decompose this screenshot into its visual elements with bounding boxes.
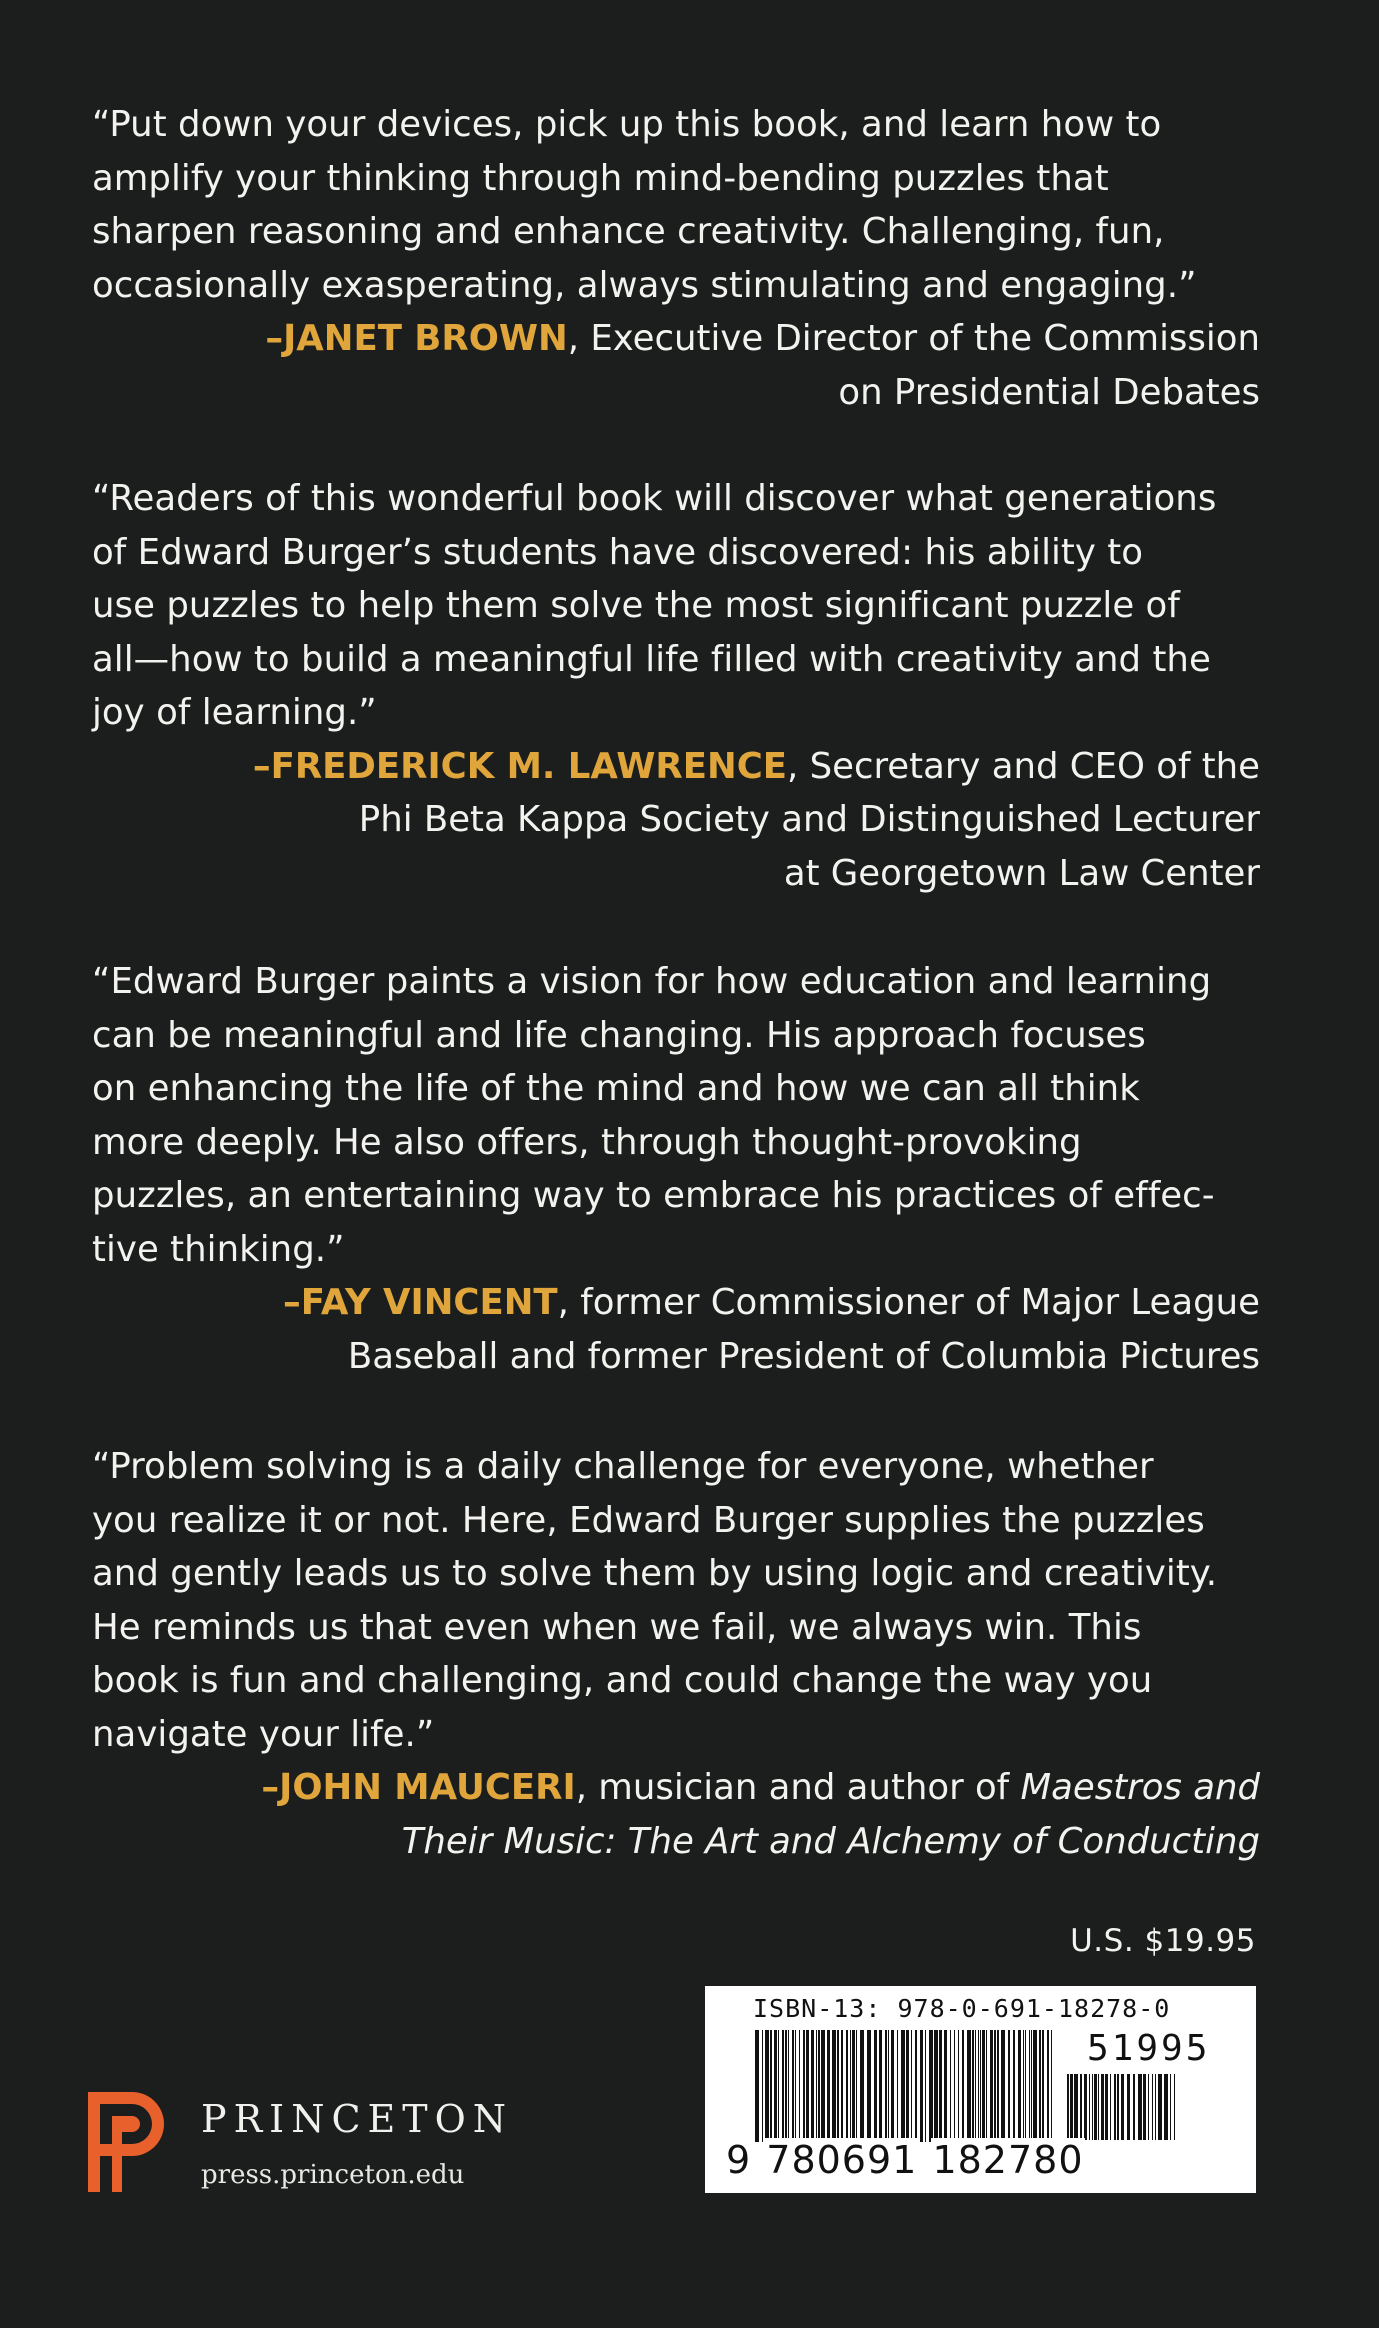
barcode-bar [856,2030,857,2142]
barcode-bar [841,2030,843,2142]
attribution [92,312,1260,419]
quote-line: “Readers of this wonderful book will discover what generations [92,478,1217,519]
quote-line: of Edward Burger’s students have discovered: his ability to [92,531,1144,573]
quote-text [92,98,1260,312]
quote-line: He reminds us that even when we fail, we always win. This [92,1606,1142,1648]
endorser-name: JANET BROWN [283,318,568,359]
barcode-bar [1117,2074,1119,2140]
publisher-url[interactable]: press.princeton.edu [201,2160,465,2190]
barcode-bar [1089,2074,1090,2140]
quote-line: puzzles, an entertaining way to embrace his practices of effec- [92,1175,1215,1216]
barcode-bar [803,2030,805,2142]
quote-line: use puzzles to help them solve the most significant puzzle of [92,585,1180,626]
barcode-bar [997,2030,999,2142]
barcode-bar [765,2030,769,2142]
quote-line: can be meaningful and life changing. His approach focuses [92,1014,1146,1056]
barcode-bar [920,2030,923,2142]
barcode-bar [1098,2074,1099,2140]
endorser-name: FREDERICK M. LAWRENCE [270,745,788,787]
quote-line: tive thinking.” [92,1228,345,1270]
endorser-title: , Secretary and CEO of the [787,745,1260,787]
quote-line: on enhancing the life of the mind and how we can all think [92,1068,1140,1109]
barcode-bar [934,2030,938,2142]
barcode-bar [1067,2074,1069,2140]
book-title: Their Music: The Art and Alchemy of Conducting [401,1820,1260,1862]
barcode-digit-group: 9 [726,2138,752,2182]
publisher-name: PRINCETON [201,2097,514,2141]
barcode-bar [799,2030,800,2142]
quote-line: “Problem solving is a daily challenge for everyone, whether [92,1446,1154,1487]
barcode-bar [788,2030,789,2142]
endorsements [92,98,1260,1868]
quote-line: navigate your life.” [92,1713,435,1755]
barcode-bar [795,2030,796,2142]
endorsement-janet-brown [92,98,1260,472]
barcode-bar [1133,2074,1135,2140]
barcode-bar [755,2030,759,2142]
barcode-bar [762,2030,763,2142]
barcode-bar [1138,2074,1142,2140]
barcode-bar [1084,2074,1087,2140]
barcode-bars-addon [1067,2074,1177,2140]
endorsement-john-mauceri [92,1440,1260,1868]
barcode-bar [860,2030,864,2142]
barcode-bar [1092,2074,1093,2140]
attribution-line: Phi Beta Kappa Society and Distinguished Lecturer [358,799,1260,840]
barcode-bar [929,2030,933,2142]
barcode-bar [1174,2074,1175,2140]
quote-line: “Put down your devices, pick up this book, and learn how to [92,104,1162,145]
endorser-title: , Executive Director of the Commission [567,318,1260,359]
quote-text [92,955,1260,1276]
barcode-bar [1018,2030,1021,2142]
barcode-bar [806,2030,809,2142]
barcode-addon-digits: 51995 [1087,2028,1211,2069]
barcode-bar [774,2030,777,2142]
book-title: Maestros and [1020,1767,1260,1808]
barcode-bar [1051,2030,1052,2142]
barcode-bar [770,2030,772,2142]
barcode-bar [1101,2074,1104,2140]
quote-line: sharpen reasoning and enhance creativity. Challenging, fun, [92,211,1165,252]
attribution-line [92,740,1260,794]
barcode-bar [1143,2074,1146,2140]
barcode-bar [1023,2030,1024,2142]
barcode-bar [885,2030,887,2142]
barcode-bar [978,2030,979,2142]
barcode-bar [958,2030,959,2142]
quote-line: and gently leads us to solve them by using logic and creativity. [92,1553,1218,1594]
quote-line: joy of learning.” [92,692,377,733]
barcode-bar [811,2030,814,2142]
attribution-dash: – [261,1767,280,1808]
barcode-bar [867,2030,871,2142]
isbn-label: ISBN-13: 978-0-691-18278-0 [753,1994,1171,2023]
barcode-bar [954,2030,955,2142]
barcode-bar [1013,2030,1015,2142]
barcode-bar [1148,2074,1149,2140]
isbn-barcode [705,1986,1256,2193]
barcode-bar [975,2030,976,2142]
barcode-bar [1070,2074,1073,2140]
barcode-bar [1164,2074,1168,2140]
endorsement-fay-vincent [92,955,1260,1440]
attribution-line [92,1276,1260,1330]
endorsement-frederick-lawrence [92,472,1260,955]
price-label: U.S. $19.95 [1070,1923,1256,1959]
attribution-dash: – [265,318,284,359]
barcode-bar [888,2030,889,2142]
barcode-bar [939,2030,942,2142]
barcode-bar [778,2030,779,2142]
barcode-bar [962,2030,964,2142]
endorser-title: , musician and author of [575,1767,1021,1808]
barcode-bar [1094,2074,1097,2140]
barcode-bar [901,2030,905,2142]
attribution [92,1276,1260,1383]
barcode-bar [897,2030,898,2142]
barcode-bar [906,2030,909,2142]
barcode-bar [994,2030,996,2142]
barcode-bar [879,2030,882,2142]
barcode-bar [1121,2074,1124,2140]
barcode-bar [1001,2030,1005,2142]
barcode-bar [915,2030,917,2142]
barcode-bar [874,2030,877,2142]
barcode-bar [1025,2030,1026,2142]
barcode-bar [950,2030,951,2142]
barcode-bar [891,2030,894,2142]
endorser-title: , former Commissioner of Major League [557,1282,1260,1323]
quote-line: amplify your thinking through mind-bending puzzles that [92,157,1109,199]
barcode-bar [980,2030,981,2142]
barcode-bar [1031,2030,1032,2142]
barcode-bar [818,2030,820,2142]
attribution [92,1761,1260,1868]
quote-line: book is fun and challenging, and could change the way you [92,1660,1153,1701]
barcode-bar [982,2030,985,2142]
barcode-bar [1114,2074,1116,2140]
barcode-bar [1047,2030,1049,2142]
barcode-bar [1105,2074,1108,2140]
barcode-bar [1152,2074,1153,2140]
quote-line: “Edward Burger paints a vision for how education and learning [92,961,1212,1002]
endorser-name: FAY VINCENT [300,1282,558,1323]
barcode-bar [821,2030,825,2142]
barcode-bar [911,2030,912,2142]
barcode-bar [972,2030,974,2142]
attribution-dash: – [252,745,271,787]
quote-line: occasionally exasperating, always stimulating and engaging.” [92,264,1197,306]
barcode-bar [827,2030,830,2142]
barcode-bar [1158,2074,1162,2140]
barcode-bar [1033,2030,1037,2142]
princeton-p-logo-icon [88,2092,172,2192]
attribution-line [92,312,1260,366]
quote-line: more deeply. He also offers, through thought-provoking [92,1121,1082,1163]
quote-text [92,1440,1260,1761]
barcode-digit-group: 780691 [766,2138,918,2182]
barcode-bar [832,2030,836,2142]
attribution-line: on Presidential Debates [838,371,1260,413]
quote-text [92,472,1260,740]
publisher-block [88,2092,568,2212]
barcode-bar [852,2030,855,2142]
attribution-line [92,1761,1260,1815]
barcode-bar [944,2030,947,2142]
barcode-bar [816,2030,817,2142]
barcode-bar [785,2030,787,2142]
barcode-bar [846,2030,848,2142]
barcode-bar [967,2030,971,2142]
barcode-bar [1029,2030,1030,2142]
barcode-bar [1155,2074,1156,2140]
barcode-digits [725,2138,1085,2182]
barcode-bars-main [755,2030,1055,2142]
barcode-bar [1008,2030,1010,2142]
barcode-bar [1039,2030,1041,2142]
quote-line: all—how to build a meaningful life filled with creativity and the [92,638,1211,680]
barcode-bar [986,2030,987,2142]
attribution [92,740,1260,901]
attribution-line: at Georgetown Law Center [783,852,1260,894]
barcode-bar [1127,2074,1130,2140]
barcode-bar [1042,2030,1044,2142]
barcode-bar [850,2030,851,2142]
barcode-bar [1110,2074,1111,2140]
barcode-bar [782,2030,784,2142]
endorser-name: JOHN MAUCERI [279,1767,576,1808]
attribution-line: Baseball and former President of Columbia Pictures [347,1335,1260,1377]
barcode-bar [1074,2074,1078,2140]
barcode-bar [792,2030,794,2142]
barcode-bar [1080,2074,1082,2140]
quote-line: you realize it or not. Here, Edward Burger supplies the puzzles [92,1499,1205,1541]
attribution-dash: – [282,1282,301,1323]
barcode-digit-group: 182780 [932,2138,1084,2182]
barcode-bar [1170,2074,1171,2140]
barcode-bar [837,2030,839,2142]
barcode-bar [925,2030,926,2142]
barcode-bar [990,2030,993,2142]
